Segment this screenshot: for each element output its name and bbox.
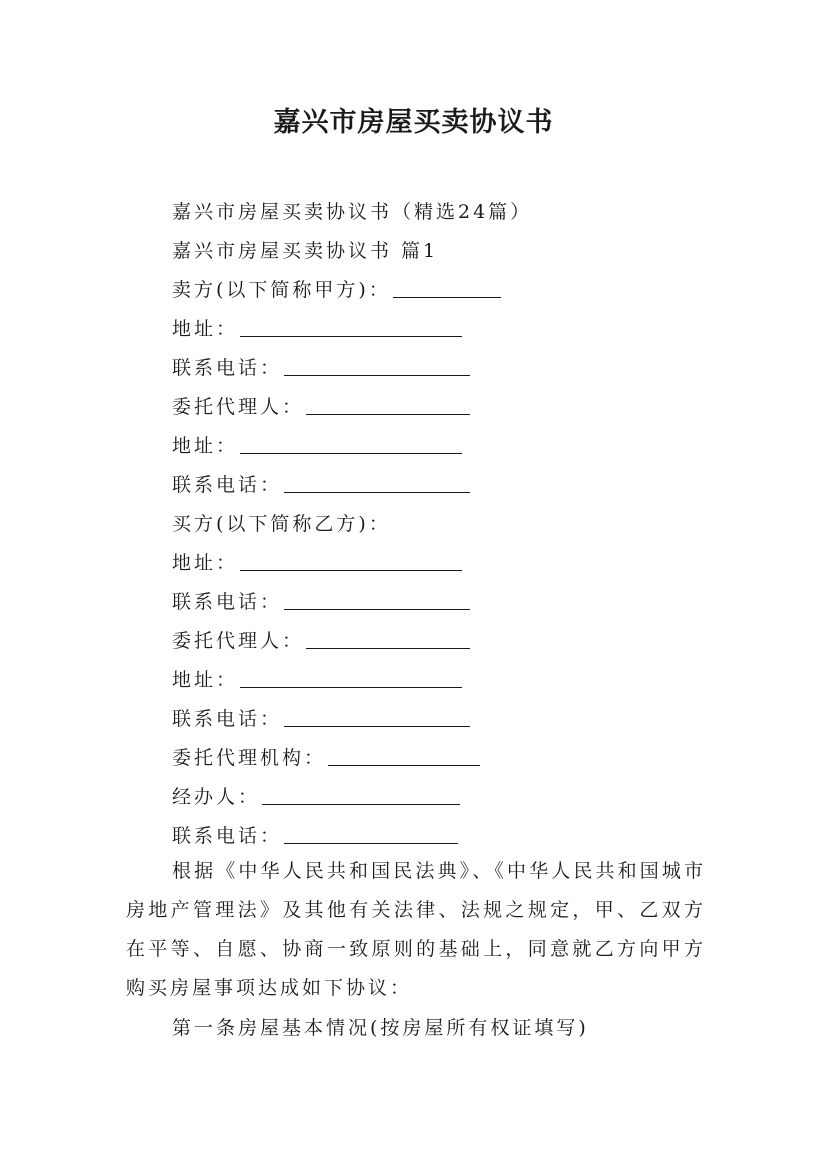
seller-phone-line — [172, 352, 470, 384]
buyer-address-blank[interactable] — [240, 548, 462, 571]
buyer-phone-line — [172, 586, 470, 618]
seller-agent-phone-blank[interactable] — [284, 470, 470, 493]
buyer-address-line — [172, 547, 462, 579]
seller-address-label: 地址： — [172, 318, 239, 340]
handler-blank[interactable] — [262, 782, 460, 805]
handler-label: 经办人： — [172, 786, 261, 808]
agency-phone-label: 联系电话： — [172, 825, 283, 847]
seller-agent-address-line — [172, 430, 462, 462]
preamble-paragraph: 根据《中华人民共和国民法典》、《中华人民共和国城市房地产管理法》及其他有关法律、法规之规定，甲、乙双方在平等、自愿、协商一致原则的基础上，同意就乙方向甲方购买房屋事项达成如下协议： — [126, 860, 706, 999]
buyer-agent-address-line — [172, 664, 462, 696]
buyer-agent-address-blank[interactable] — [240, 665, 462, 688]
handler-line — [172, 781, 460, 813]
agency-label: 委托代理机构： — [172, 747, 327, 769]
buyer-agent-line — [172, 625, 470, 657]
seller-agent-line — [172, 391, 470, 423]
subtitle-text: 嘉兴市房屋买卖协议书（精选24篇） — [172, 201, 533, 223]
seller-agent-address-label: 地址： — [172, 435, 239, 457]
seller-agent-phone-line — [172, 469, 470, 501]
document-title: 嘉兴市房屋买卖协议书 — [273, 107, 554, 138]
buyer-agent-phone-line — [172, 703, 470, 735]
agency-phone-line — [172, 820, 458, 852]
buyer-address-label: 地址： — [172, 552, 239, 574]
section-heading — [172, 235, 438, 267]
seller-phone-label: 联系电话： — [172, 357, 283, 379]
buyer-agent-label: 委托代理人： — [172, 630, 305, 652]
buyer-phone-blank[interactable] — [284, 587, 470, 610]
buyer-agent-phone-blank[interactable] — [284, 704, 470, 727]
agency-line — [172, 742, 480, 774]
seller-agent-blank[interactable] — [306, 392, 470, 415]
buyer-agent-address-label: 地址： — [172, 669, 239, 691]
buyer-agent-blank[interactable] — [306, 626, 470, 649]
seller-label: 卖方(以下简称甲方)： — [172, 279, 391, 301]
seller-agent-address-blank[interactable] — [240, 431, 462, 454]
seller-agent-phone-label: 联系电话： — [172, 474, 283, 496]
seller-agent-label: 委托代理人： — [172, 396, 305, 418]
seller-address-line — [172, 313, 462, 345]
buyer-label: 买方(以下简称乙方)： — [172, 513, 391, 535]
subtitle-line — [172, 196, 532, 228]
article-1-text: 第一条房屋基本情况(按房屋所有权证填写) — [172, 1017, 589, 1039]
seller-address-blank[interactable] — [240, 314, 462, 337]
agency-phone-blank[interactable] — [284, 821, 458, 844]
seller-line — [172, 274, 501, 306]
article-1-heading — [172, 1012, 589, 1044]
buyer-line — [172, 508, 391, 540]
section-heading-text: 嘉兴市房屋买卖协议书 篇1 — [172, 240, 439, 262]
seller-blank[interactable] — [393, 275, 501, 298]
buyer-agent-phone-label: 联系电话： — [172, 708, 283, 730]
agency-blank[interactable] — [328, 743, 480, 766]
buyer-phone-label: 联系电话： — [172, 591, 283, 613]
seller-phone-blank[interactable] — [284, 353, 470, 376]
